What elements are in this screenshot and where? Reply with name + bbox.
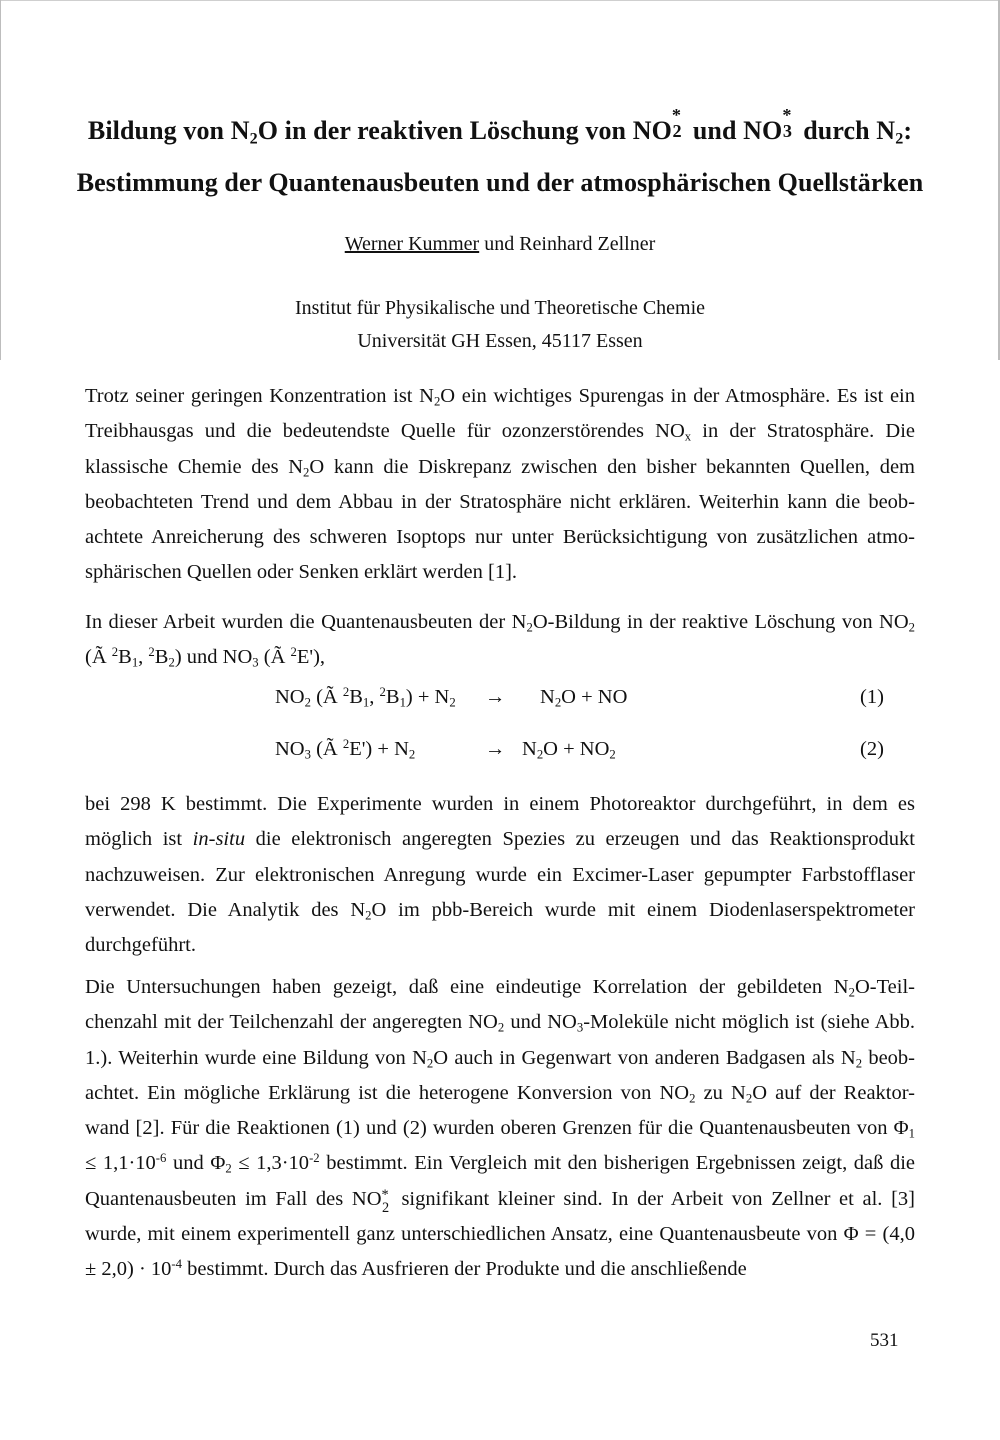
reaction-arrow-icon: → bbox=[485, 738, 506, 760]
paper-title-line-1: Bildung von $N_2O$ in der reaktiven Löschung von NO * 2 und NO * 3 durch $N_2$: bbox=[87, 104, 913, 148]
paragraph-3: bei 298 K bestimmt. Die Experimente wurden in einem Photoreaktor durchgeführt, in dem es möglich ist in-situ die elektronisch angeregten Spezies zu erzeugen und das Reaktionsprodukt nachzuweisen. Zur elektronischen Anregung wurde ein Excimer-Laser gepumpter Farbstofflaser verwendet. Die Analytik des $N_2O$ im pbb-Bereich wurde mit einem Diodenlaserspektrometer durchgeführt. bbox=[85, 793, 915, 957]
equation-1-rhs: $N_2O$ + NO bbox=[540, 686, 628, 710]
paragraph-1: Trotz seiner geringen Konzentration ist $N_2O$ ein wichtiges Spurengas in der Atmosphäre. Es ist ein Treibhausgas und die bedeutendste Quelle für ozonzerstörendes $NO_x$ in der Stratosphäre. Die klassische Chemie des $N_2O$ kann die Diskrepanz zwischen den bisher bekannten Quellen, dem beobachteten Trend und dem Abbau in der Stratosphäre nicht erklären. Weiterhin kann die beob-achtete Anreicherung des schweren Isoptops nur unter Berücksichtigung von zusätzlichen atmo-sphärischen Quellen oder Senken erklärt werden [1]. bbox=[85, 385, 916, 584]
authors: Werner Kummer und Reinhard Zellner bbox=[344, 233, 656, 255]
paragraph-4: Die Untersuchungen haben gezeigt, daß eine eindeutige Korrelation der gebildeten $N_2O-Teil$-chenzahl mit der Teilchenzahl der angeregten $NO_2$ und $NO_3$-Moleküle nicht möglich ist (siehe Abb. 1.). Weiterhin wurde eine Bildung von $N_2O$ auch in Gegenwart von anderen Badgasen als $N_2$ beob-achtet. Ein mögliche Erklärung ist die heterogene Konversion von $NO_2$ zu $N_2O$ auf der Reaktor-wand [2]. Für die Reaktionen (1) und (2) wurden oberen Grenzen für die Quantenausbeuten von $\Phi_1 \le 1,1\cdot 10^{-6}$ und $\Phi_2 \le 1,3\cdot 10^{-2}$ bestimmt. Ein Vergleich mit den bisherigen Ergebnissen zeigt, daß die Quantenausbeuten im Fall des NO * 2 signifikant kleiner sind. In der Arbeit von Zellner et al. [3] wurde, mit einem experimentell ganz unterschiedlichen Ansatz, eine Quantenausbeute von $\Phi = (4,0 \pm 2,0) \cdot 10^{-4}$ bestimmt. Durch das Ausfrieren der Produkte und die anschließende bbox=[85, 976, 916, 1281]
reaction-arrow-icon: → bbox=[485, 686, 506, 708]
page-number: 531 bbox=[870, 1330, 899, 1351]
equation-2-number: (2) bbox=[860, 738, 884, 760]
institution-line-2: Universität GH Essen, 45117 Essen bbox=[357, 330, 643, 352]
equation-1-lhs: $NO_2$ (Ã $^2B_1$, $^2B_1) + N_2$ bbox=[275, 685, 456, 710]
equation-1-number: (1) bbox=[860, 686, 884, 708]
scan-edge-top bbox=[0, 0, 1000, 1]
equation-2-rhs: $N_2O + NO_2$ bbox=[522, 738, 616, 762]
equation-2-lhs: $NO_3$ (Ã $^2E') + N_2$ bbox=[275, 737, 416, 762]
paper-title-line-2: Bestimmung der Quantenausbeuten und der atmosphärischen Quellstärken bbox=[76, 168, 924, 197]
paragraph-2: In dieser Arbeit wurden die Quantenausbeuten der $N_2O$-Bildung in der reaktive Löschung von $NO_2$ (Ã $^2B_1$, $^2B_2$) und $NO_3$ (Ã $^2$E'), bbox=[85, 611, 916, 670]
author-underlined: Werner Kummer bbox=[344, 233, 480, 255]
institution-line-1: Institut für Physikalische und Theoretische Chemie bbox=[294, 297, 706, 319]
